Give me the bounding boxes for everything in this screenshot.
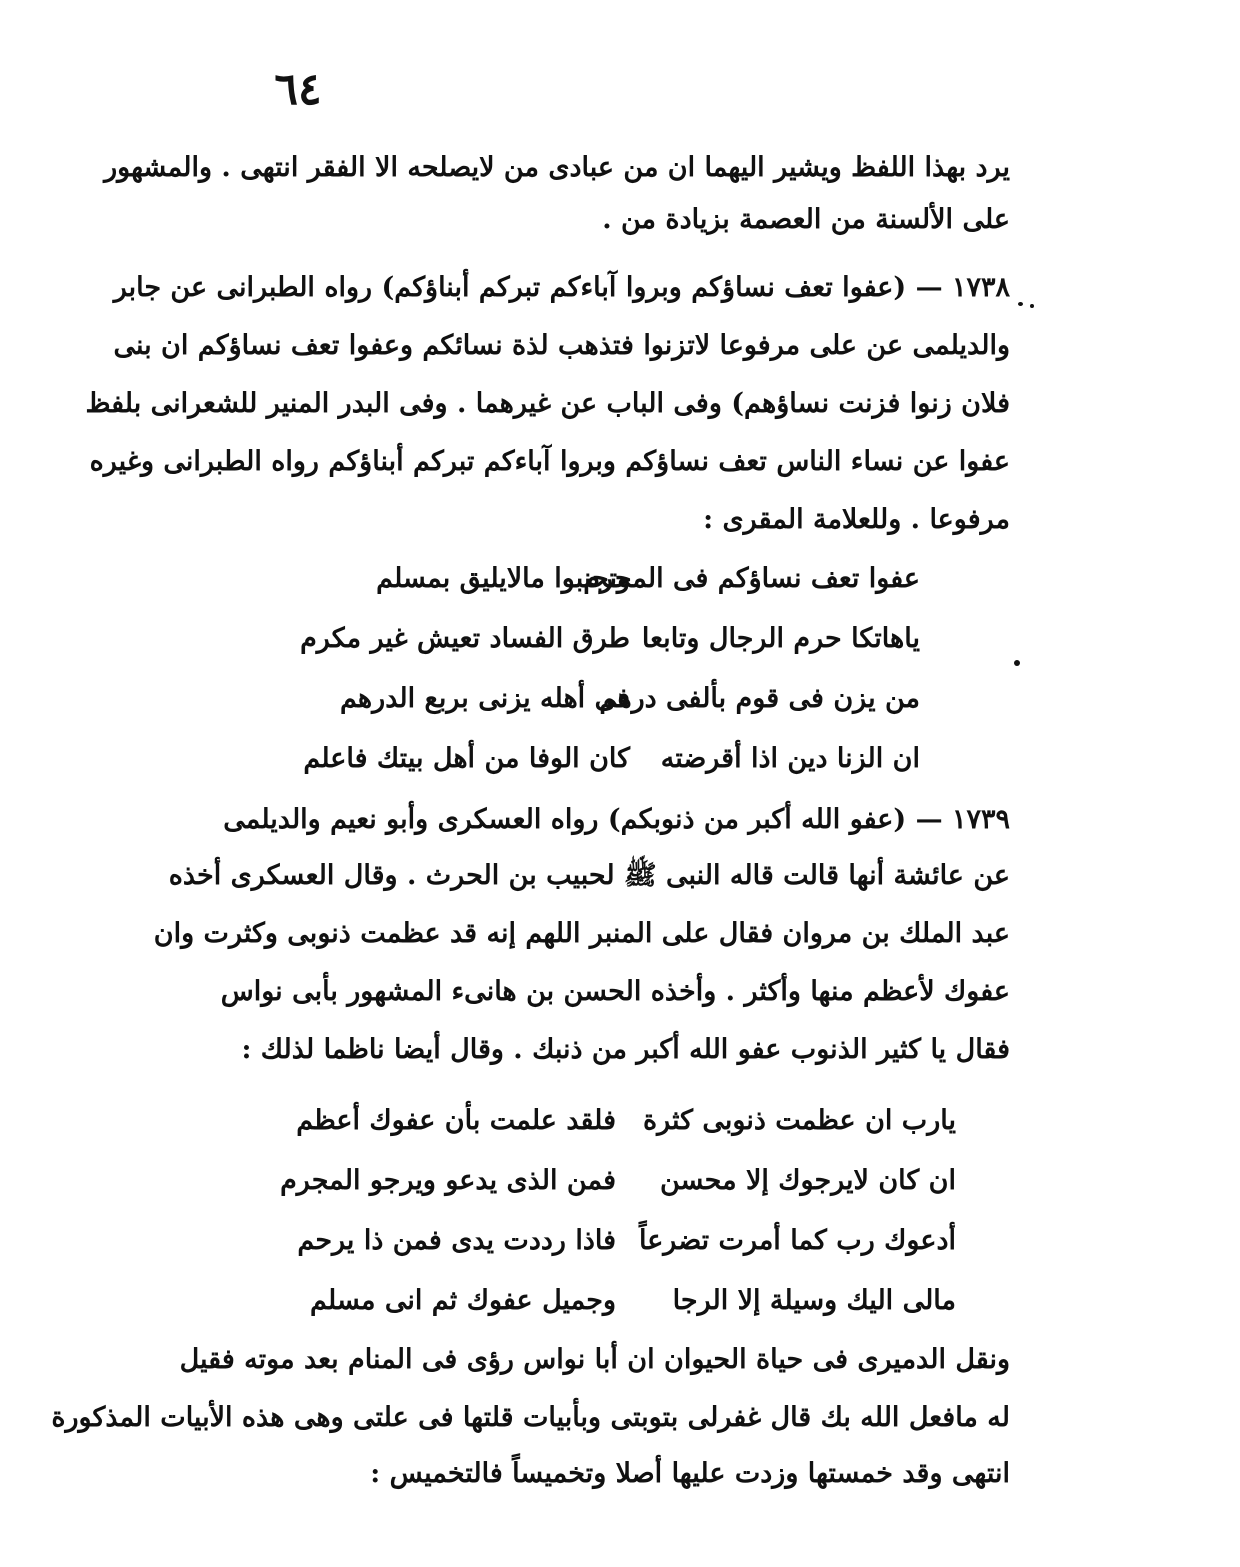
verse-line <box>303 736 920 782</box>
text-line: عبد الملك بن مروان فقال على المنبر اللهم إنه قد عظمت ذنوبى وكثرت وان <box>153 918 1010 949</box>
text-line: يرد بهذا اللفظ ويشير اليهما ان من عبادى من لايصلحه الا الفقر انتهى . والمشهور <box>104 152 1010 183</box>
page-number: ٦٤ <box>274 64 322 115</box>
verse-hemistich: من يزن فى قوم بألفى درهم <box>599 683 920 714</box>
text-line: ونقل الدميرى فى حياة الحيوان ان أبا نواس رؤى فى المنام بعد موته فقيل <box>179 1344 1010 1375</box>
verse-hemistich: أدعوك رب كما أمرت تضرعاً <box>638 1225 956 1256</box>
verse-hemistich: يارب ان عظمت ذنوبى كثرة <box>642 1105 956 1136</box>
verse-line <box>330 556 920 602</box>
text-line: ١٧٣٩ — (عفو الله أكبر من ذنوبكم) رواه العسكرى وأبو نعيم والديلمى <box>223 804 1010 835</box>
verse-hemistich: طرق الفساد تعيش غير مكرم <box>300 623 630 654</box>
verse-hemistich: وجميل عفوك ثم انى مسلم <box>310 1285 616 1316</box>
verse-hemistich: عفوا تعف نساؤكم فى المحرم <box>583 563 920 594</box>
text-line: على الألسنة من العصمة بزيادة من . <box>602 204 1010 235</box>
verse-hemistich: ان الزنا دين اذا أقرضته <box>660 743 920 774</box>
verse-line <box>310 1278 956 1324</box>
verse-hemistich: ياهاتكا حرم الرجال وتابعا <box>641 623 920 654</box>
verse-hemistich: فلقد علمت بأن عفوك أعظم <box>296 1105 616 1136</box>
verse-line <box>330 676 920 722</box>
verse-hemistich: كان الوفا من أهل بيتك فاعلم <box>303 743 630 774</box>
text-line: فقال يا كثير الذنوب عفو الله أكبر من ذنبك . وقال أيضا ناظما لذلك : <box>241 1034 1010 1065</box>
verse-hemistich: فمن الذى يدعو ويرجو المجرم <box>280 1165 616 1196</box>
verse-hemistich: فى أهله يزنى بربع الدرهم <box>339 683 630 714</box>
text-line: عفوك لأعظم منها وأكثر . وأخذه الحسن بن هانىء المشهور بأبى نواس <box>220 976 1010 1007</box>
text-line: انتهى وقد خمستها وزدت عليها أصلا وتخميساً فالتخميس : <box>370 1458 1010 1489</box>
text-line: فلان زنوا فزنت نساؤهم) وفى الباب عن غيرهما . وفى البدر المنير للشعرانى بلفظ <box>85 388 1010 419</box>
text-line: عفوا عن نساء الناس تعف نساؤكم وبروا آباءكم تبركم أبناؤكم رواه الطبرانى وغيره <box>89 446 1010 477</box>
text-line: والديلمى عن على مرفوعا لاتزنوا فتذهب لذة نسائكم وعفوا تعف نساؤكم ان بنى <box>113 330 1010 361</box>
verse-line <box>280 1158 956 1204</box>
verse-hemistich: ان كان لايرجوك إلا محسن <box>660 1165 956 1196</box>
text-line: له مافعل الله بك قال غفرلى بتوبتى وبأبيات قلتها فى علتى وهى هذه الأبيات المذكورة <box>51 1402 1010 1433</box>
scan-speck <box>1030 304 1034 308</box>
scan-speck <box>1014 660 1020 666</box>
text-line: عن عائشة أنها قالت قاله النبى ﷺ لحبيب بن الحرث . وقال العسكرى أخذه <box>168 860 1010 891</box>
verse-line <box>300 616 920 662</box>
verse-hemistich: فاذا رددت يدى فمن ذا يرحم <box>297 1225 616 1256</box>
verse-line <box>297 1218 956 1264</box>
text-line: ١٧٣٨ — (عفوا تعف نساؤكم وبروا آباءكم تبركم أبناؤكم) رواه الطبرانى عن جابر <box>113 272 1010 303</box>
scan-speck <box>1018 302 1023 306</box>
text-line: مرفوعا . وللعلامة المقرى : <box>703 504 1010 535</box>
verse-hemistich: وتجنبوا مالايليق بمسلم <box>376 563 630 594</box>
verse-line <box>296 1098 956 1144</box>
verse-hemistich: مالى اليك وسيلة إلا الرجا <box>672 1285 956 1316</box>
